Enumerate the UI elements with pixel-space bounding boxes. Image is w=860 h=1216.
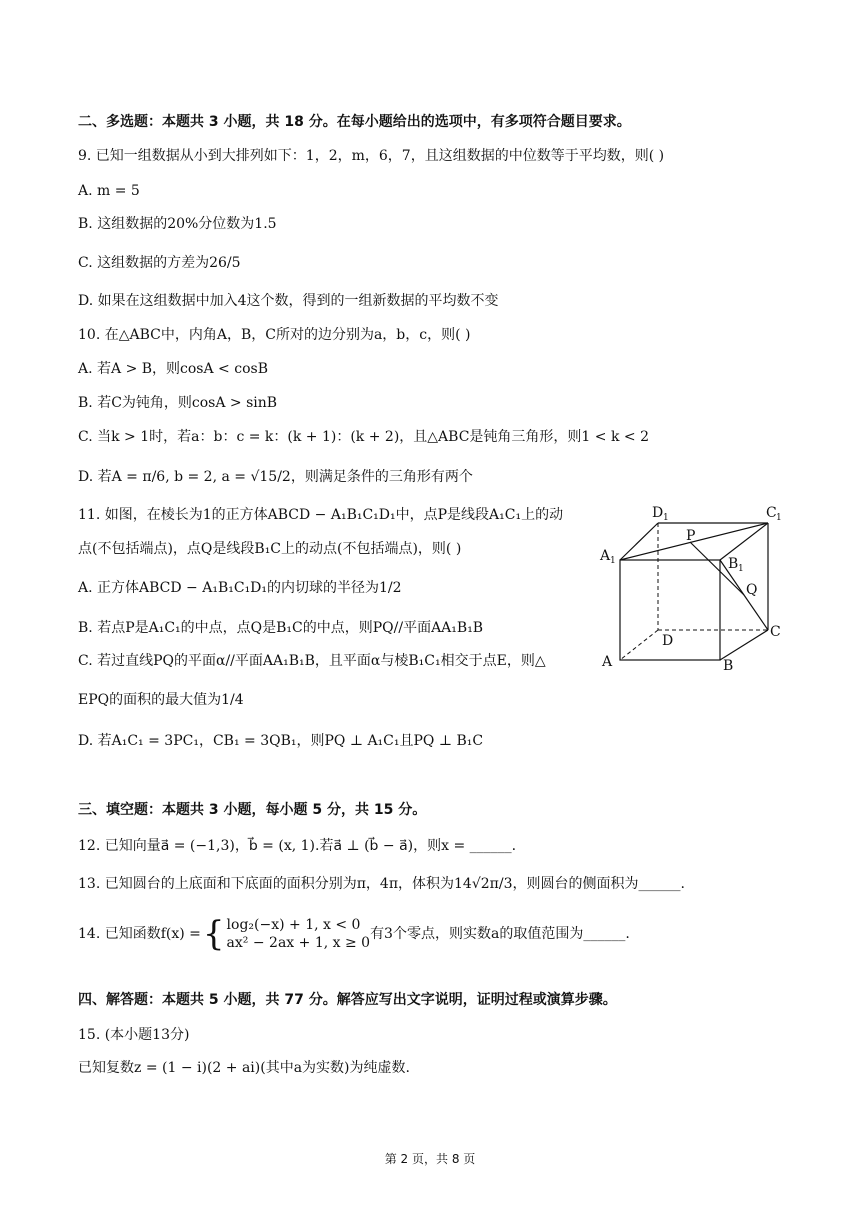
section-multiple-choice-heading: 二、多选题：本题共 3 小题，共 18 分。在每小题给出的选项中，有多项符合题目要求。 <box>78 114 631 130</box>
q14-cases <box>227 916 371 952</box>
q14-case-1: log₂(−x) + 1, x < 0 <box>226 917 361 933</box>
label-a: A <box>602 654 613 670</box>
q14-case-2: ax² − 2ax + 1, x ≥ 0 <box>226 935 371 951</box>
section-fill-blank-heading: 三、填空题：本题共 3 小题，每小题 5 分，共 15 分。 <box>78 802 427 818</box>
q11-option-a: A. 正方体ABCD − A₁B₁C₁D₁的内切球的半径为1/2 <box>78 580 402 596</box>
q12-text: 12. 已知向量a⃗ = (−1,3)，b⃗ = (x, 1).若a⃗ ⊥ (b⃗ − a⃗)，则x = ______. <box>78 838 517 854</box>
q10-option-a: A. 若A > B，则cosA < cosB <box>78 361 268 377</box>
page-footer: 第 2 页，共 8 页 <box>384 1152 476 1166</box>
q15-body: 已知复数z = (1 − i)(2 + ai)(其中a为实数)为纯虚数. <box>78 1060 410 1076</box>
label-a1: A <box>600 548 611 564</box>
label-d1: D <box>652 505 664 521</box>
label-b: B <box>723 658 734 674</box>
label-d: D <box>662 633 674 649</box>
q13-text: 13. 已知圆台的上底面和下底面的面积分别为π，4π，体积为14√2π/3，则圆台的侧面积为______. <box>78 876 685 892</box>
label-c1: C <box>766 505 777 521</box>
q10-option-b: B. 若C为钝角，则cosA > sinB <box>78 395 278 411</box>
q10-option-c: C. 当k > 1时，若a：b：c = k：(k + 1)：(k + 2)，且△ABC是钝角三角形，则1 < k < 2 <box>78 429 649 445</box>
q15-title: 15. (本小题13分) <box>78 1027 190 1043</box>
edge-a1d1 <box>620 523 658 560</box>
label-b1: B <box>728 556 739 572</box>
q14-suffix: 有3个零点，则实数a的取值范围为______. <box>370 926 630 942</box>
q11-option-d: D. 若A₁C₁ = 3PC₁，CB₁ = 3QB₁，则PQ ⊥ A₁C₁且PQ ⊥ B₁C <box>78 733 484 749</box>
q10-stem: 10. 在△ABC中，内角A，B，C所对的边分别为a，b，c，则( ) <box>78 327 471 343</box>
q9-stem: 9. 已知一组数据从小到大排列如下：1，2，m，6，7，且这组数据的中位数等于平均数，则( ) <box>78 148 665 164</box>
label-b1-sub: 1 <box>738 564 744 574</box>
q10-option-d: D. 若A = π/6, b = 2, a = √15/2，则满足条件的三角形有两个 <box>78 469 473 485</box>
q9-option-c: C. 这组数据的方差为26/5 <box>78 255 241 271</box>
edge-ad <box>620 630 658 660</box>
q11-option-b: B. 若点P是A₁C₁的中点，点Q是B₁C的中点，则PQ//平面AA₁B₁B <box>78 620 484 636</box>
q14-brace: { <box>202 914 225 954</box>
label-p: P <box>686 528 696 544</box>
q14-text <box>78 916 630 952</box>
cube-figure <box>598 498 788 678</box>
q14-prefix: 14. 已知函数f(x) = <box>78 926 201 942</box>
q9-option-d: D. 如果在这组数据中加入4这个数，得到的一组新数据的平均数不变 <box>78 293 499 309</box>
label-c: C <box>770 624 781 640</box>
label-a1-sub: 1 <box>610 556 616 566</box>
q11-stem-line1: 11. 如图，在棱长为1的正方体ABCD − A₁B₁C₁D₁中，点P是线段A₁C₁上的动 <box>78 507 564 523</box>
label-q: Q <box>746 582 758 598</box>
q9-option-a: A. m = 5 <box>78 183 140 199</box>
section-solution-heading: 四、解答题：本题共 5 小题，共 77 分。解答应写出文字说明，证明过程或演算步骤。 <box>78 992 617 1008</box>
q11-stem-line2: 点(不包括端点)，点Q是线段B₁C上的动点(不包括端点)，则( ) <box>78 541 462 557</box>
label-c1-sub: 1 <box>776 513 782 523</box>
q11-option-c-line2: EPQ的面积的最大值为1/4 <box>78 692 244 708</box>
label-d1-sub: 1 <box>663 513 669 523</box>
edge-cb <box>720 630 768 660</box>
q11-option-c-line1: C. 若过直线PQ的平面α//平面AA₁B₁B，且平面α与棱B₁C₁相交于点E，则△ <box>78 653 546 669</box>
q9-option-b: B. 这组数据的20%分位数为1.5 <box>78 216 277 232</box>
